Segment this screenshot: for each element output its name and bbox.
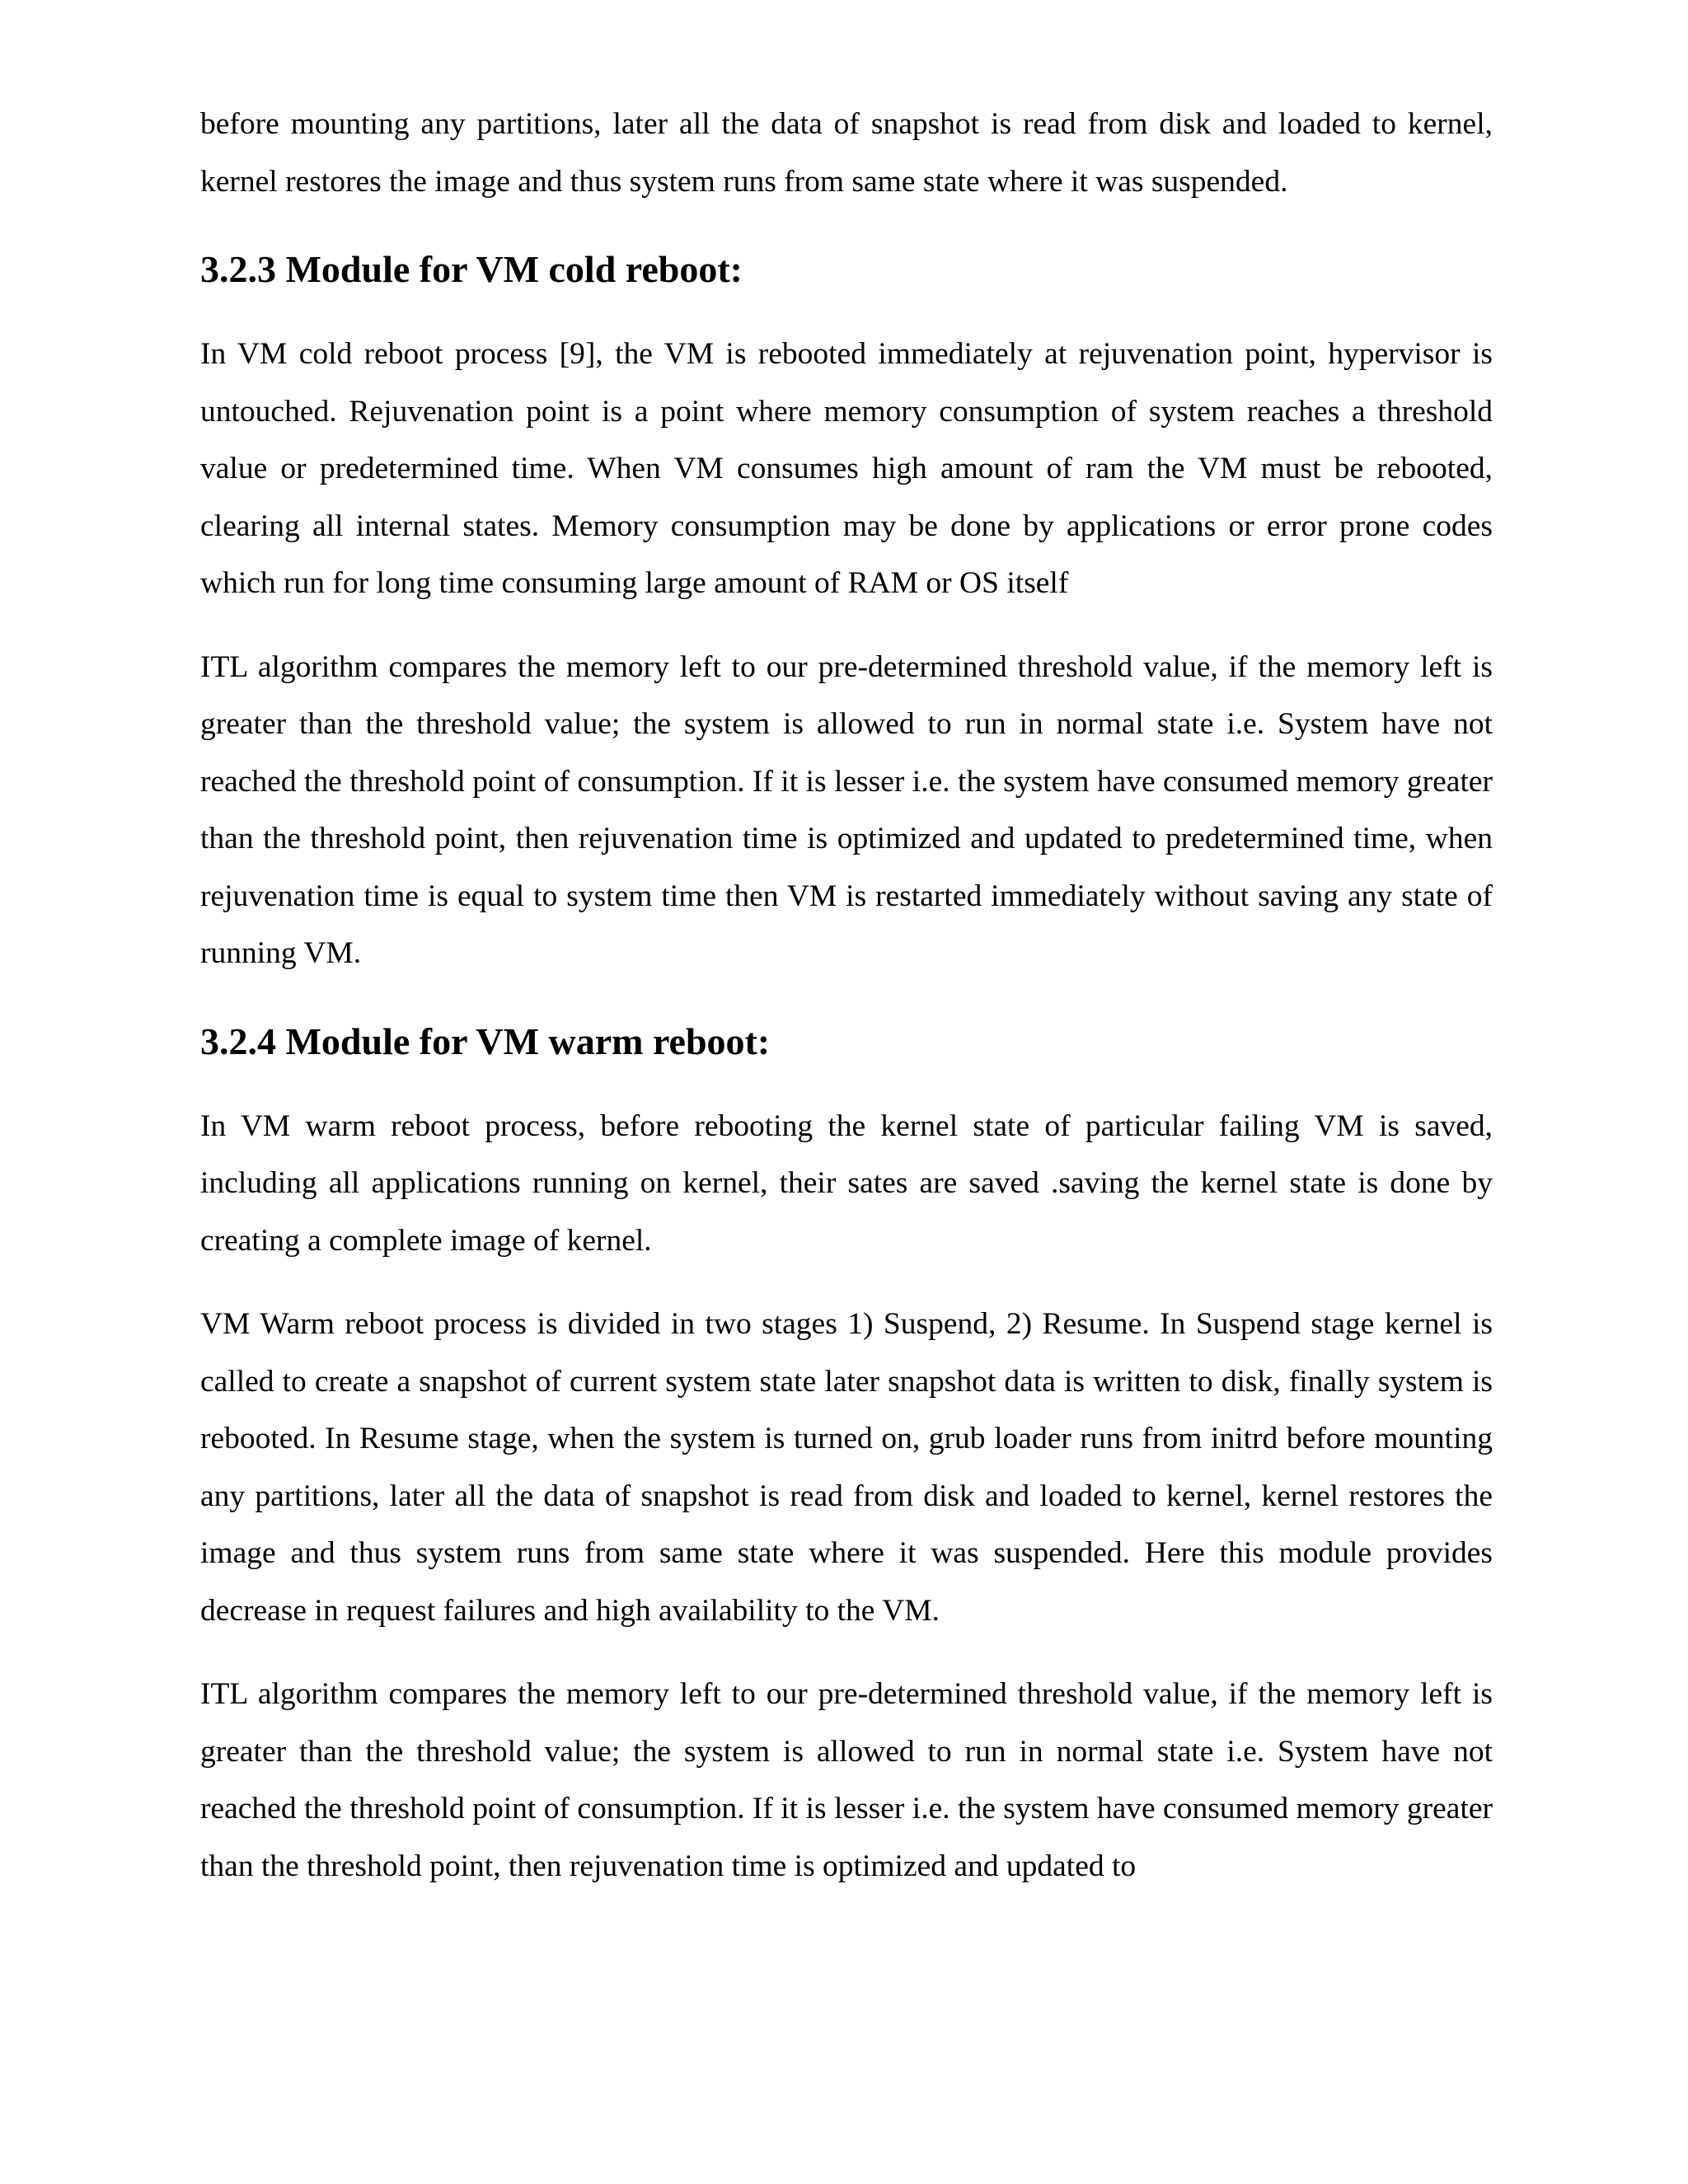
section-heading-3-2-4: 3.2.4 Module for VM warm reboot: xyxy=(200,1019,771,1062)
paragraph-warm-reboot-stages: VM Warm reboot process is divided in two stages 1) Suspend, 2) Resume. In Suspend stage kernel is called to create a snapshot of current system state later snapshot data is written to disk, finally system is rebooted. In Resume stage, when the system is turned on, grub loader runs from initrd before mounting any partitions, later all the data of snapshot is read from disk and loaded to kernel, kernel restores the image and thus system runs from same state where it was suspended. Here this module provides decrease in request failures and high availability to the VM. xyxy=(200,1307,1493,1628)
paragraph-cold-reboot-intro: In VM cold reboot process [9], the VM is rebooted immediately at rejuvenation point, hypervisor is untouched. Rejuvenation point is a point where memory consumption of system reaches a threshold value or predetermined time. When VM consumes high amount of ram the VM must be rebooted, clearing all internal states. Memory consumption may be done by applications or error prone codes which run for long time consuming large amount of RAM or OS itself xyxy=(200,337,1493,600)
paragraph-continuation: before mounting any partitions, later all the data of snapshot is read from disk and loaded to kernel, kernel restores the image and thus system runs from same state where it was suspended. xyxy=(200,107,1493,199)
paragraph-warm-reboot-intro: In VM warm reboot process, before rebooting the kernel state of particular failing VM is saved, including all applications running on kernel, their sates are saved .saving the kernel state is done by creating a complete image of kernel. xyxy=(200,1108,1493,1258)
paragraph-cold-reboot-itl: ITL algorithm compares the memory left to our pre-determined threshold value, if the memory left is greater than the threshold value; the system is allowed to run in normal state i.e. System have not reached the threshold point of consumption. If it is lesser i.e. the system have consumed memory greater than the threshold point, then rejuvenation time is optimized and updated to predetermined time, when rejuvenation time is equal to system time then VM is restarted immediately without saving any state of running VM. xyxy=(200,649,1493,970)
paragraph-warm-reboot-itl: ITL algorithm compares the memory left to our pre-determined threshold value, if the memory left is greater than the threshold value; the system is allowed to run in normal state i.e. System have not reached the threshold point of consumption. If it is lesser i.e. the system have consumed memory greater than the threshold point, then rejuvenation time is optimized and updated to xyxy=(200,1677,1493,1883)
document-page xyxy=(200,96,1493,1921)
section-heading-3-2-3: 3.2.3 Module for VM cold reboot: xyxy=(200,248,743,290)
